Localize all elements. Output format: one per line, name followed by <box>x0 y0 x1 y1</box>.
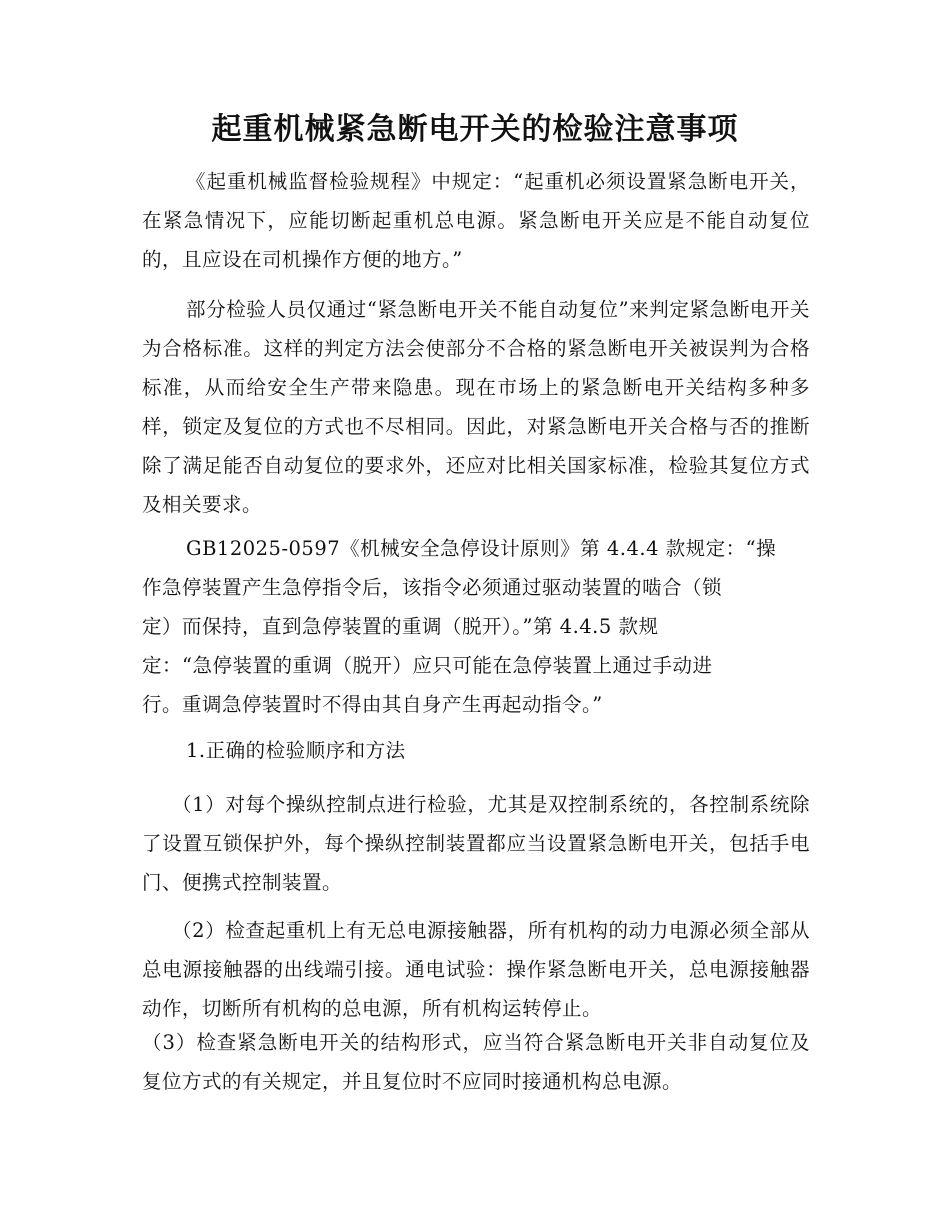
paragraph-line: GB12025-0597《机械安全急停设计原则》第 4.4.4 款规定：“操 <box>186 537 777 560</box>
document-title: 起重机械紧急断电开关的检验注意事项 <box>211 112 739 147</box>
paragraph-step-1: （1）对每个操纵控制点进行检验，尤其是双控制系统的，各控制系统除了设置互锁保护外，每个操纵控制装置都应当设置紧急断电开关，包括手电门、便携式控制装置。 <box>142 793 810 894</box>
paragraph-inspection-issue: 部分检验人员仅通过“紧急断电开关不能自动复位”来判定紧急断电开关为合格标准。这样的判定方法会使部分不合格的紧急断电开关被误判为合格标准，从而给安全生产带来隐患。现在市场上的紧急断电开关结构多种多样，锁定及复位的方式也不尽相同。因此，对紧急断电开关合格与否的推断除了满足能否自动复位的要求外，还应对比相关国家标准，检验其复位方式及相关要求。 <box>142 298 810 516</box>
section-heading: 1.正确的检验顺序和方法 <box>186 739 406 762</box>
paragraph-line: 定）而保持，直到急停装置的重调（脱开）。”第 4.4.5 款规 <box>142 615 659 638</box>
paragraph-regulation-quote: 《起重机械监督检验规程》中规定：“起重机必须设置紧急断电开关，在紧急情况下，应能切断起重机总电源。紧急断电开关应是不能自动复位的，且应设在司机操作方便的地方。” <box>142 170 810 271</box>
paragraph-line: 行。重调急停装置时不得由其自身产生再起动指令。” <box>142 693 603 716</box>
paragraph-line: 定：“急停装置的重调（脱开）应只可能在急停装置上通过手动进 <box>142 654 713 677</box>
paragraph-step-3: （3）检查紧急断电开关的结构形式，应当符合紧急断电开关非自动复位及复位方式的有关规定，并且复位时不应同时接通机构总电源。 <box>142 1031 810 1093</box>
paragraph-national-standard <box>142 529 810 724</box>
paragraph-line: 作急停装置产生急停指令后，该指令必须通过驱动装置的啮合（锁 <box>142 576 723 599</box>
paragraph-step-2: （2）检查起重机上有无总电源接触器，所有机构的动力电源必须全部从总电源接触器的出线端引接。通电试验：操作紧急断电开关，总电源接触器动作，切断所有机构的总电源，所有机构运转停止。 <box>142 919 810 1020</box>
